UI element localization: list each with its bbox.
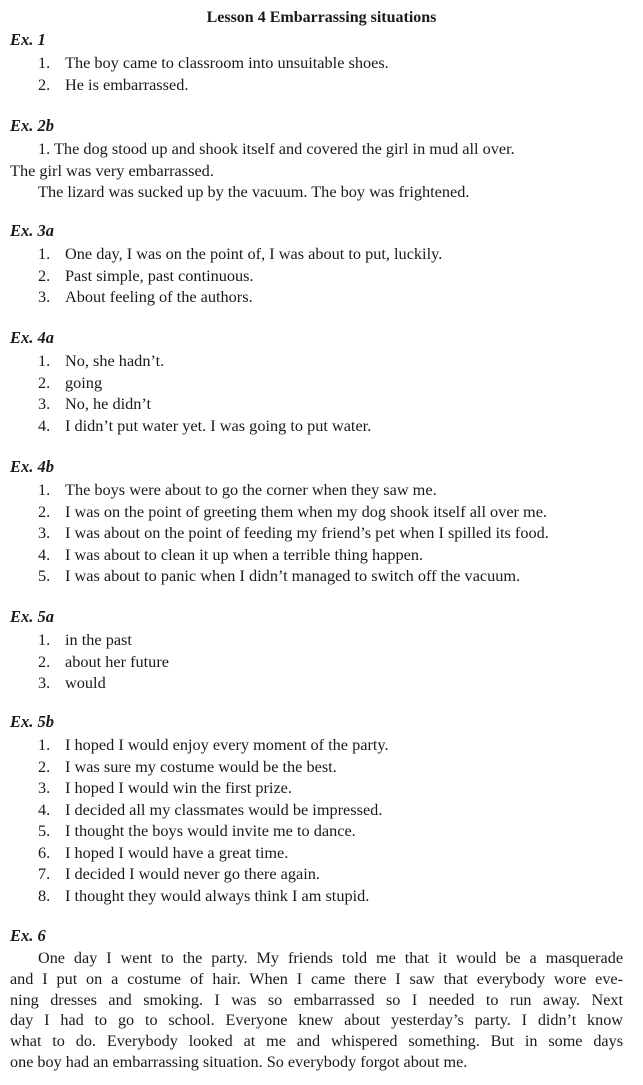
section-ex1 [0,30,643,95]
list-item [0,842,643,864]
list-item [0,522,643,544]
item-number: 8. [38,885,51,905]
section-ex2b [0,116,643,203]
item-number: 4. [38,544,51,564]
lesson-title: Lesson 4 Embarrassing situations [206,9,437,26]
item-text: I was about on the point of feeding my friend’s pet when I spilled its food. [65,523,549,542]
item-number: 5. [38,821,51,840]
item-text: I didn’t put water yet. I was going to put water. [65,415,372,435]
paragraph-line [10,181,629,203]
ex4a-heading: Ex. 4a [10,328,55,347]
item-number: 7. [38,864,51,883]
ex4b-heading: Ex. 4b [10,457,55,476]
item-number: 2. [38,265,51,285]
item-text: Past simple, past continuous. [65,265,254,285]
item-text: about her future [65,651,169,671]
item-number: 2. [38,651,51,671]
paragraph-line: and I put on a costume of hair. When I came there I saw that everybody wore eve- [10,969,623,988]
item-text: I was about to clean it up when a terrible thing happen. [65,544,424,564]
item-number: 1. [38,351,51,370]
section-ex5b [0,712,643,906]
ex5b-heading: Ex. 5b [10,712,55,731]
list-item [0,863,643,885]
list-item [0,372,643,394]
item-text: in the past [65,630,132,649]
item-text: I was sure my costume would be the best. [65,756,337,776]
item-number: 1. [38,480,51,499]
item-text: The boy came to classroom into unsuitable shoes. [65,53,389,72]
item-number: 6. [38,842,51,862]
section-ex3a [0,221,643,308]
list-item [0,501,643,523]
section-ex6 [0,926,643,1073]
list-item [0,479,643,501]
item-text: One day, I was on the point of, I was about to put, luckily. [65,244,443,263]
ex6-heading: Ex. 6 [10,926,46,945]
paragraph-line: ning dresses and smoking. I was so embarrassed so I needed to run away. Next [10,990,623,1009]
list-item [0,756,643,778]
paragraph-line: one boy had an embarrassing situation. So everybody forgot about me. [10,1052,468,1071]
list-item [0,777,643,799]
item-text: About feeling of the authors. [65,287,253,306]
item-text: I was on the point of greeting them when my dog shook itself all over me. [65,501,548,521]
item-number: 3. [38,287,51,306]
ex6-paragraph [10,948,623,1073]
item-text: I decided all my classmates would be impressed. [65,799,383,819]
item-number: 1. [38,630,51,649]
item-text: No, she hadn’t. [65,351,165,370]
item-number: 2. [38,501,51,521]
item-number: 3. [38,673,51,692]
list-item [0,350,643,372]
list-item [0,415,643,437]
item-text: I was about to panic when I didn’t managed to switch off the vacuum. [65,566,521,585]
item-number: 3. [38,523,51,542]
list-item [0,265,643,287]
paragraph-line: day I had to go to school. Everyone knew about yesterday’s party. I didn’t know [10,1011,623,1030]
section-ex4a [0,328,643,436]
list-item [0,565,643,587]
item-text: I hoped I would win the first prize. [65,778,292,797]
item-number: 3. [38,778,51,797]
ex3a-heading: Ex. 3a [10,221,55,240]
paragraph-line: what to do. Everybody looked at me and whispered something. But in some days [10,1032,623,1051]
list-item [0,885,643,907]
paragraph-line: The girl was very embarrassed. [10,160,214,180]
item-text: I hoped I would have a great time. [65,842,289,862]
item-text: I thought the boys would invite me to dance. [65,821,356,840]
item-text: would [65,673,106,692]
list-item [0,629,643,651]
item-number: 1. [38,53,51,72]
item-text: No, he didn’t [65,394,152,413]
item-text: I decided I would never go there again. [65,864,320,883]
item-number: 3. [38,394,51,413]
item-text: going [65,372,103,392]
line-text: 1. The dog stood up and shook itself and covered the girl in mud all over. [38,139,515,158]
item-number: 1. [38,735,51,754]
line-text: The lizard was sucked up by the vacuum. The boy was frightened. [38,182,470,201]
list-item [0,651,643,673]
list-item [0,734,643,756]
list-item [0,799,643,821]
list-item [0,286,643,308]
item-text: I hoped I would enjoy every moment of the party. [65,735,389,754]
ex2b-heading: Ex. 2b [10,116,55,135]
item-number: 4. [38,799,51,819]
item-number: 5. [38,566,51,585]
item-text: He is embarrassed. [65,74,189,94]
item-text: The boys were about to go the corner when they saw me. [65,480,437,499]
item-number: 2. [38,756,51,776]
list-item [0,672,643,694]
item-number: 2. [38,74,51,94]
list-item [0,393,643,415]
section-ex5a [0,607,643,694]
ex1-heading: Ex. 1 [10,30,46,49]
item-text: I thought they would always think I am stupid. [65,885,370,905]
list-item [0,74,643,96]
list-item [0,52,643,74]
ex5a-heading: Ex. 5a [10,607,55,626]
list-item [0,820,643,842]
item-number: 2. [38,372,51,392]
paragraph-line: One day I went to the party. My friends told me that it would be a masquerade [38,949,623,967]
item-number: 4. [38,415,51,435]
list-item [0,544,643,566]
paragraph-line [10,138,629,160]
list-item [0,243,643,265]
section-ex4b [0,457,643,587]
item-number: 1. [38,244,51,263]
